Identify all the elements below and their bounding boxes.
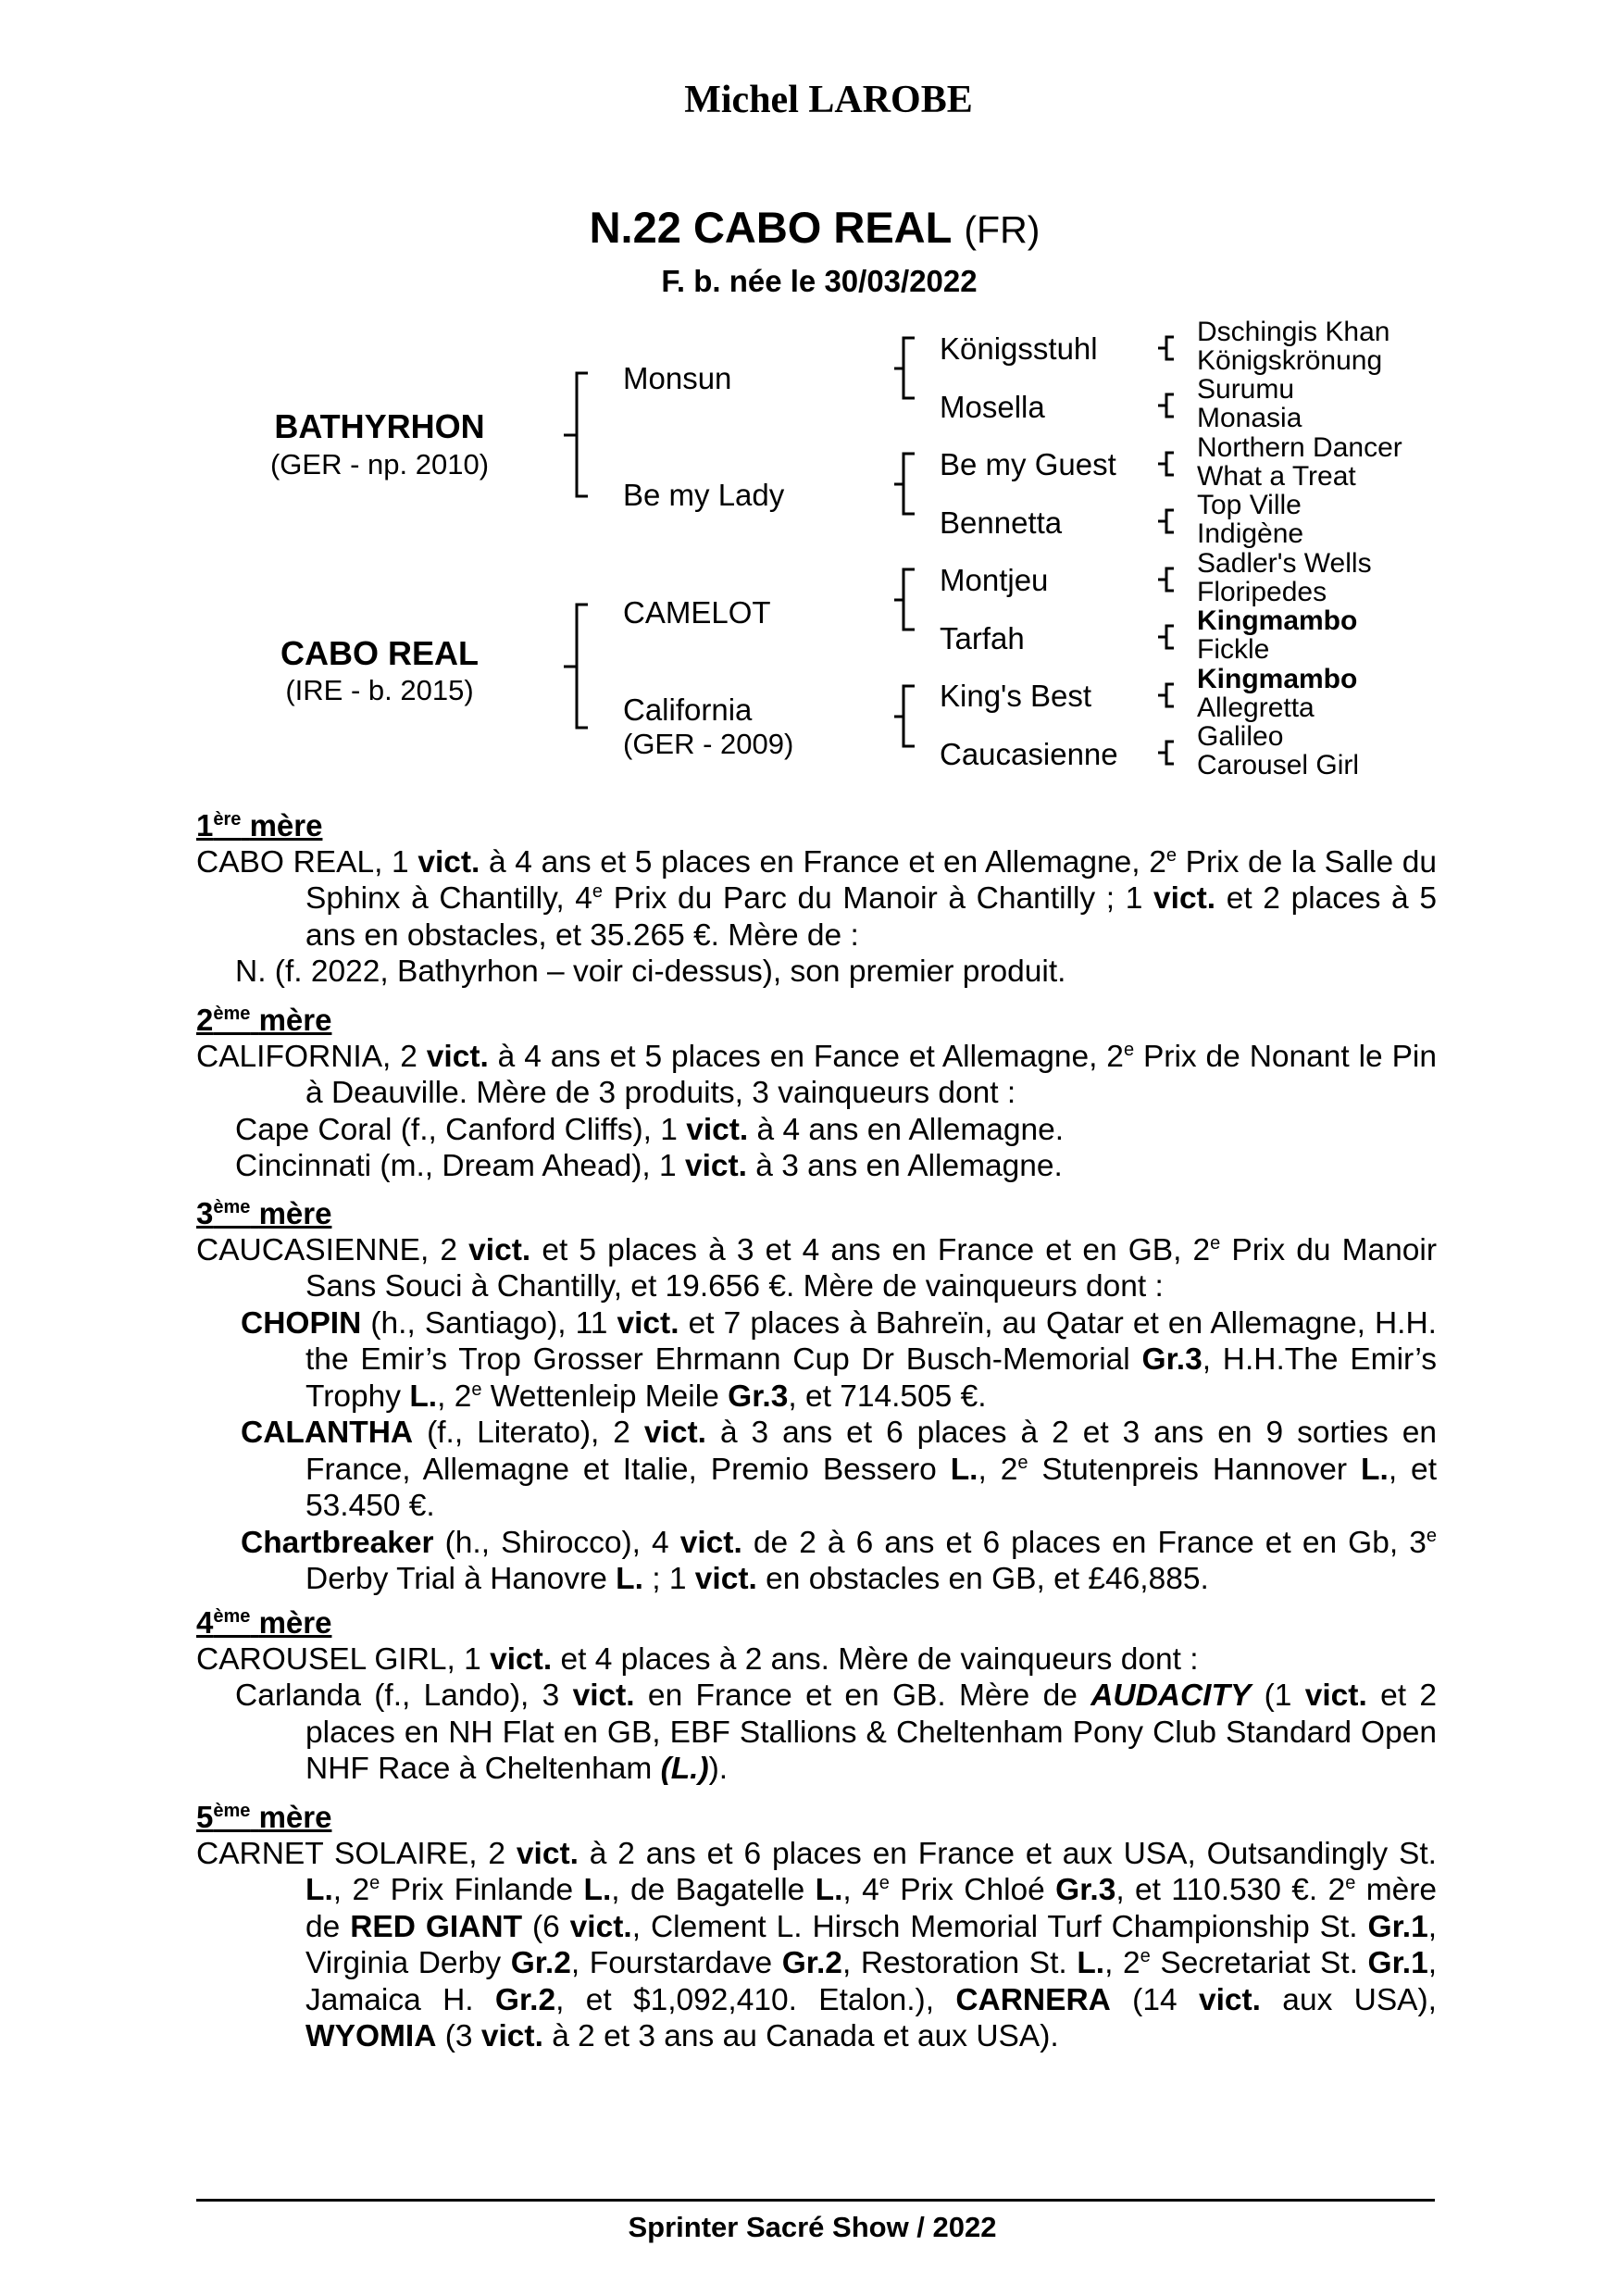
gen3-8: Caucasienne — [940, 737, 1118, 771]
sire-info: (GER - np. 2010) — [269, 448, 490, 480]
bracket-g3-1 — [889, 335, 926, 409]
bracket-g4-8 — [1155, 738, 1183, 775]
bracket-g4-2 — [1155, 391, 1183, 428]
gen4-5: Sadler's Wells Floripedes — [1197, 548, 1372, 607]
bracket-sire — [560, 370, 597, 509]
bracket-g4-3 — [1155, 449, 1183, 486]
family-entry: CAROUSEL GIRL, 1 vict. et 4 places à 2 ans. Mère de vainqueurs dont : — [196, 1641, 1199, 1677]
heading-dam4: 4ème mère — [196, 1605, 332, 1640]
gen4-2: Surumu Monasia — [1197, 374, 1302, 433]
bracket-g4-1 — [1155, 333, 1183, 370]
section-dam1 — [196, 807, 1437, 991]
gen4-7: Kingmambo Allegretta — [1197, 664, 1358, 723]
gen3-4: Bennetta — [940, 505, 1063, 540]
family-entry: Cape Coral (f., Canford Cliffs), 1 vict. à 4 ans en Allemagne. — [235, 1112, 1065, 1147]
bracket-g4-5 — [1155, 565, 1183, 602]
family-entry: Cincinnati (m., Dream Ahead), 1 vict. à 3 ans en Allemagne. — [235, 1149, 1063, 1183]
heading-dam1: 1ère mère — [196, 808, 323, 842]
family-entry: CALANTHA (f., Literato), 2 vict. à 3 ans et 6 places à 2 et 3 ans en 9 sorties en France, Allemagne et Italie, Premio Bessero L., 2e Stutenpreis Hannover L., et 53.450 €. — [241, 1416, 1438, 1523]
bracket-g3-3 — [889, 567, 926, 641]
gen2-dam-sire: CAMELOT — [623, 595, 771, 630]
gen2-sire-dam: Be my Lady — [623, 478, 785, 512]
section-dam4 — [196, 1604, 1437, 1788]
gen2-dam-dam: California — [623, 693, 753, 727]
gen3-7: King's Best — [940, 679, 1092, 713]
section-dam5 — [196, 1799, 1437, 2055]
bracket-g4-6 — [1155, 622, 1183, 659]
footer-rule — [196, 2199, 1435, 2202]
bracket-g4-7 — [1155, 680, 1183, 718]
bracket-g3-4 — [889, 683, 926, 757]
sire-name: BATHYRHON — [274, 407, 485, 445]
gen4-3: Northern Dancer What a Treat — [1197, 432, 1402, 492]
family-entry: CAUCASIENNE, 2 vict. et 5 places à 3 et 4 ans en France et en GB, 2e Prix du Manoir Sans Souci à Chantilly, et 19.656 €. Mère de vainqueurs dont : — [196, 1232, 1437, 1304]
lot-subtitle: F. b. née le 30/03/2022 — [661, 264, 978, 298]
gen3-1: Königsstuhl — [940, 331, 1098, 366]
gen4-1: Dschingis Khan Königskrönung — [1197, 317, 1390, 376]
family-entry: CARNET SOLAIRE, 2 vict. à 2 ans et 6 places en France et aux USA, Outsandingly St. L., 2e Prix Finlande L., de Bagatelle L., 4e Prix Chloé Gr.3, et 110.530 €. 2e mère de RED GIANT (6 vict., Clement L. Hirsch Memorial Turf Championship St. Gr.1, Virginia Derby Gr.2, Fourstardave Gr.2, Restoration St. L., 2e Secretariat St. Gr.1, Jamaica H. Gr.2, et $1,092,410. Etalon.), CARNERA (14 vict. aux USA), WYOMIA (3 vict. à 2 et 3 ans au Canada et aux USA). — [196, 1836, 1438, 2053]
lot-name: N.22 CABO REAL — [589, 203, 953, 252]
lot-country: (FR) — [964, 208, 1041, 251]
gen3-3: Be my Guest — [940, 447, 1116, 481]
section-dam2 — [196, 1002, 1437, 1185]
consignor-name: Michel LAROBE — [684, 79, 973, 121]
family-entry: Chartbreaker (h., Shirocco), 4 vict. de 2 à 6 ans et 6 places en France et en Gb, 3e Derby Trial à Hanovre L. ; 1 vict. en obstacles en GB, et £46,885. — [241, 1525, 1437, 1596]
gen3-6: Tarfah — [940, 621, 1025, 655]
heading-dam3: 3ème mère — [196, 1196, 332, 1230]
heading-dam5: 5ème mère — [196, 1800, 332, 1834]
gen3-5: Montjeu — [940, 563, 1049, 597]
gen3-2: Mosella — [940, 390, 1045, 424]
family-entry: N. (f. 2022, Bathyrhon – voir ci-dessus), son premier produit. — [235, 955, 1066, 989]
gen4-4: Top Ville Indigène — [1197, 490, 1304, 549]
gen4-8: Galileo Carousel Girl — [1197, 721, 1360, 780]
dam-name: CABO REAL — [280, 634, 479, 672]
bracket-g4-4 — [1155, 506, 1183, 543]
family-entry: Carlanda (f., Lando), 3 vict. en France et en GB. Mère de AUDACITY (1 vict. et 2 places en NH Flat en GB, EBF Stallions & Cheltenham Pony Club Standard Open NHF Race à Cheltenham (L.)). — [235, 1678, 1437, 1786]
family-entry: CHOPIN (h., Santiago), 11 vict. et 7 places à Bahreïn, au Qatar et en Allemagne, H.H. the Emir’s Trop Grosser Ehrmann Cup Dr Busch-Memorial Gr.3, H.H.The Emir’s Trophy L., 2e Wettenleip Meile Gr.3, et 714.505 €. — [241, 1305, 1438, 1414]
family-entry: CABO REAL, 1 vict. à 4 ans et 5 places en France et en Allemagne, 2e Prix de la Salle du Sphinx à Chantilly, 4e Prix du Parc du Manoir à Chantilly ; 1 vict. et 2 places à 5 ans en obstacles, et 35.265 €. Mère de : — [196, 844, 1437, 953]
gen2-sire-sire: Monsun — [623, 361, 732, 395]
gen2-dam-dam-info: (GER - 2009) — [623, 728, 794, 760]
bracket-dam — [560, 602, 597, 741]
section-dam3 — [196, 1195, 1437, 1598]
footer-text: Sprinter Sacré Show / 2022 — [628, 2211, 997, 2243]
bracket-g3-2 — [889, 451, 926, 525]
lot-title — [0, 202, 1620, 253]
family-entry: CALIFORNIA, 2 vict. à 4 ans et 5 places en Fance et Allemagne, 2e Prix de Nonant le Pin à Deauville. Mère de 3 produits, 3 vainqueurs dont : — [196, 1039, 1437, 1110]
heading-dam2: 2ème mère — [196, 1003, 332, 1037]
gen4-6: Kingmambo Fickle — [1197, 605, 1358, 665]
dam-info: (IRE - b. 2015) — [285, 674, 474, 706]
